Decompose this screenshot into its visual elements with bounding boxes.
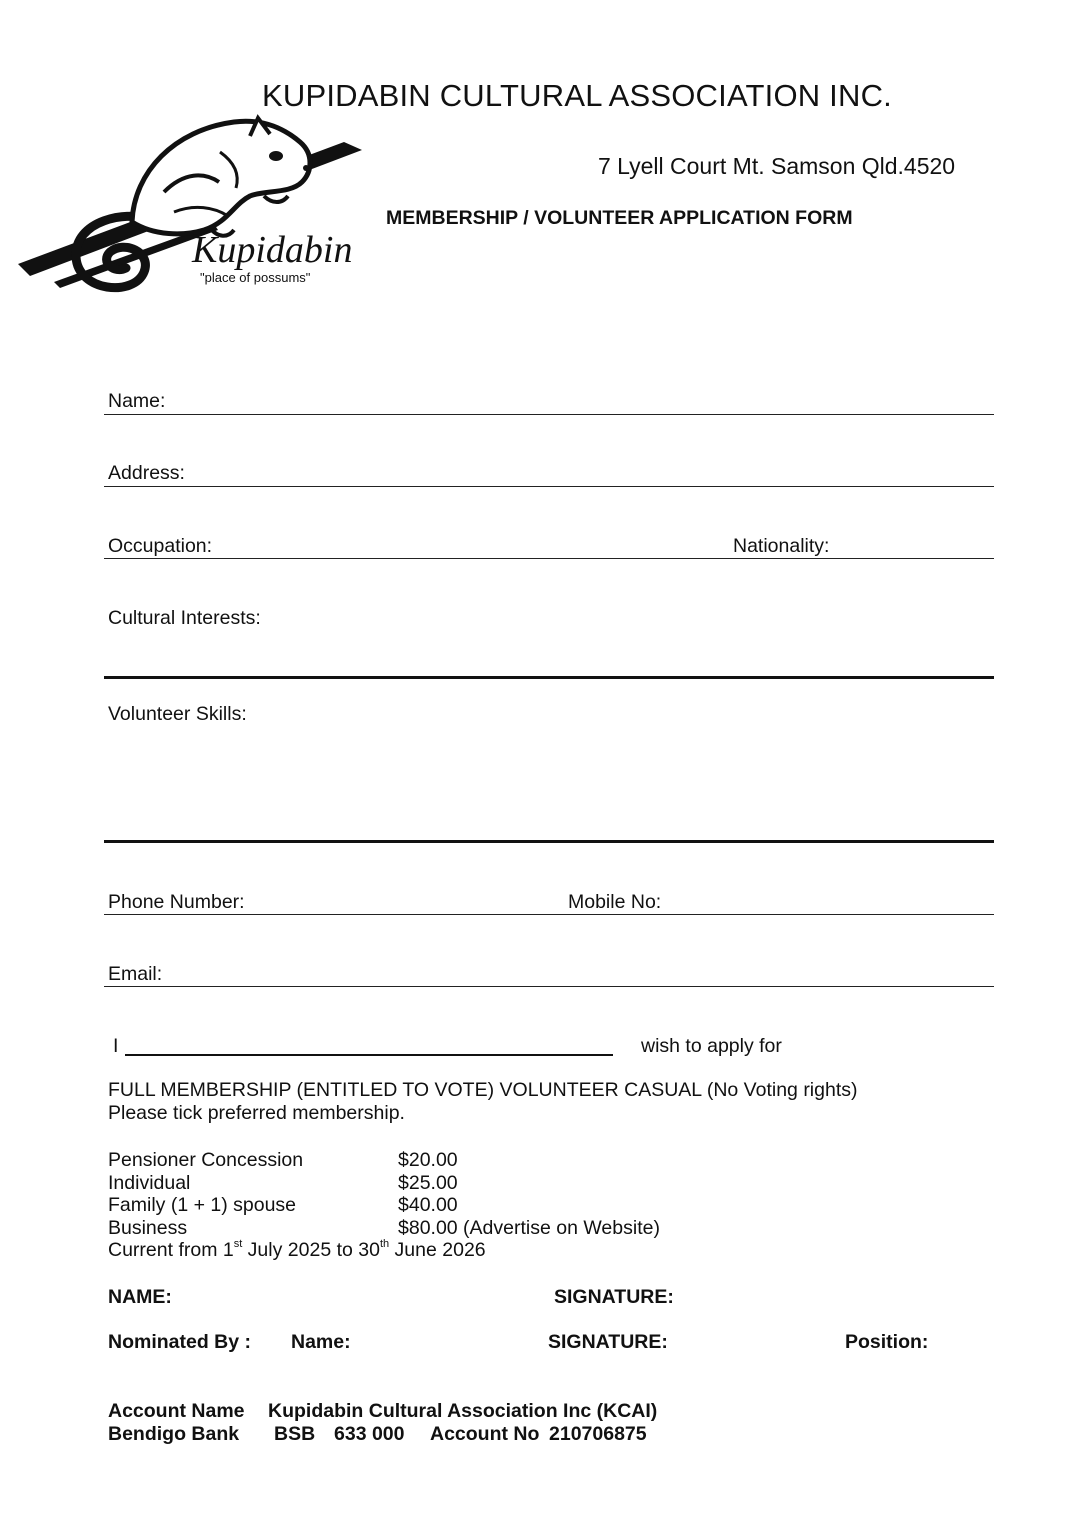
occupation-label: Occupation: <box>108 535 213 557</box>
organization-title: KUPIDABIN CULTURAL ASSOCIATION INC. <box>262 78 892 113</box>
period-start-suffix: st <box>233 1237 243 1250</box>
email-label: Email: <box>108 963 163 985</box>
name-label: Name: <box>108 390 166 412</box>
fee-row <box>108 1194 486 1217</box>
account-name-value: Kupidabin Cultural Association Inc (KCAI) <box>268 1400 658 1422</box>
nominee-name-label: Name: <box>291 1331 351 1353</box>
nominated-by-label: Nominated By : <box>108 1331 252 1353</box>
address-label: Address: <box>108 462 185 484</box>
organization-address: 7 Lyell Court Mt. Samson Qld.4520 <box>598 153 956 179</box>
fee-row <box>108 1216 660 1240</box>
kupidabin-logo <box>14 112 366 306</box>
volunteer-skills-field[interactable] <box>104 840 994 843</box>
phone-label: Phone Number: <box>108 891 245 913</box>
bsb-label: BSB <box>274 1423 316 1445</box>
period-middle-text: July 2025 to 30 <box>242 1239 380 1262</box>
account-no-label: Account No <box>430 1423 540 1445</box>
fee-type: Pensioner Concession <box>108 1149 304 1171</box>
fee-type: Individual <box>108 1171 191 1194</box>
form-title: MEMBERSHIP / VOLUNTEER APPLICATION FORM <box>386 207 853 229</box>
fee-row <box>108 1149 486 1172</box>
fee-amount: $40.00 <box>398 1194 458 1217</box>
account-no-value: 210706875 <box>549 1423 647 1445</box>
fee-type: Family (1 + 1) spouse <box>108 1194 297 1217</box>
applicant-name-line[interactable] <box>125 1054 613 1056</box>
occupation-nationality-field[interactable] <box>104 558 994 559</box>
mobile-label: Mobile No: <box>568 891 662 913</box>
cultural-interests-field[interactable] <box>104 676 994 679</box>
fee-row <box>108 1172 486 1195</box>
applicant-name-label: NAME: <box>108 1286 172 1308</box>
applicant-prefix: I <box>113 1035 119 1057</box>
membership-options: FULL MEMBERSHIP (ENTITLED TO VOTE) VOLUNTEER CASUAL (No Voting rights) <box>108 1079 858 1101</box>
period-start-text: Current from 1 <box>108 1239 234 1262</box>
account-name-label: Account Name <box>108 1400 245 1422</box>
period-end-suffix: th <box>379 1237 390 1250</box>
bank-name: Bendigo Bank <box>108 1423 240 1445</box>
nationality-label: Nationality: <box>733 535 830 557</box>
bsb-value: 633 000 <box>334 1423 405 1445</box>
fee-amount: $80.00 (Advertise on Website) <box>398 1216 660 1239</box>
membership-instruction: Please tick preferred membership. <box>108 1102 405 1124</box>
fee-amount: $25.00 <box>398 1171 458 1194</box>
current-period <box>108 1239 486 1262</box>
logo-tagline: "place of possums" <box>200 270 311 285</box>
fee-list <box>108 1149 660 1262</box>
period-end-text: June 2026 <box>389 1239 486 1262</box>
fee-amount: $20.00 <box>398 1149 458 1171</box>
nominee-position-label: Position: <box>845 1331 929 1353</box>
fee-type: Business <box>108 1216 188 1239</box>
logo-wordmark: Kupidabin <box>192 229 353 271</box>
phone-mobile-field[interactable] <box>104 914 994 915</box>
cultural-interests-label: Cultural Interests: <box>108 607 261 629</box>
volunteer-skills-label: Volunteer Skills: <box>108 703 247 725</box>
nominee-signature-label: SIGNATURE: <box>548 1331 668 1353</box>
applicant-signature-label: SIGNATURE: <box>554 1286 674 1308</box>
apply-for-text: wish to apply for <box>641 1035 782 1057</box>
email-field[interactable] <box>104 986 994 987</box>
address-field[interactable] <box>104 486 994 487</box>
name-field[interactable] <box>104 414 994 415</box>
